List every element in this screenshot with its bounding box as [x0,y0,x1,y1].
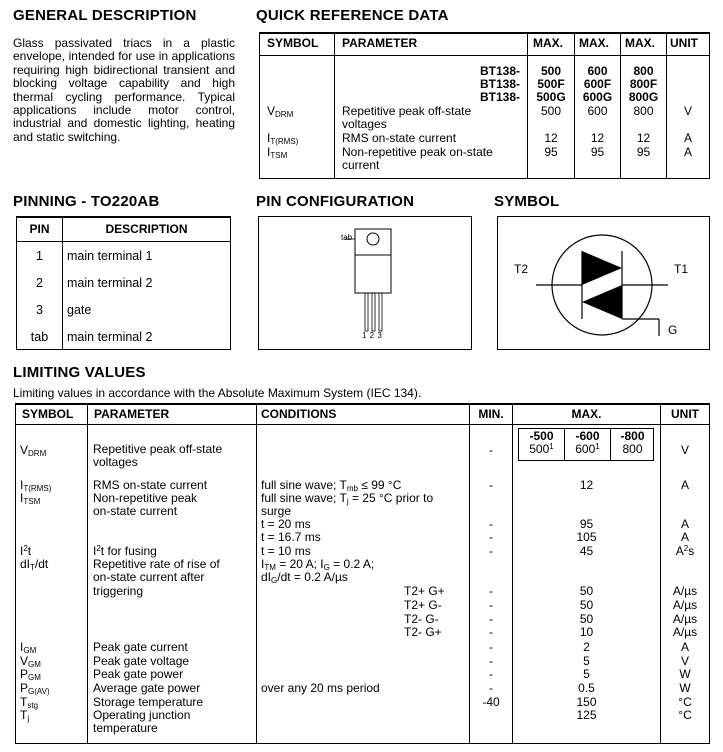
lv-unit: W [679,667,691,681]
lv-min: - [489,443,493,457]
lv-symbol: $T_j$ [20,708,30,723]
qrd-type-prefix: BT138- [479,90,520,104]
lv-header-symbol: SYMBOL [22,407,74,421]
qrd-value: 12 [544,131,558,145]
qrd-header-parameter: PARAMETER [342,36,418,50]
pin-number: 2 [36,276,43,290]
symbol-terminal-t1: T1 [674,262,689,276]
lv-param: on-state current [93,504,178,518]
lv-header-parameter: PARAMETER [94,407,170,421]
lv-min: - [489,681,493,695]
lv-unit: W [679,681,691,695]
pin-number: tab [30,330,49,344]
pin-configuration-box [258,216,472,350]
qrd-value: 95 [544,145,558,159]
qrd-param: Repetitive peak off-state [342,104,472,118]
lv-max: 50 [579,584,594,598]
qrd-symbol-vdrm: $V_{DRM}$ [267,104,294,119]
qrd-param: Non-repetitive peak on-state [342,145,493,159]
qrd-type-cell: 800 [633,64,654,78]
qrd-type-cell: 800F [629,77,658,91]
lv-min: - [489,654,493,668]
lv-max: 10 [579,625,594,639]
pin-number: 3 [36,303,43,317]
lv-param: Peak gate current [93,640,188,654]
lv-condition: over any 20 ms period [261,681,380,695]
pin-configuration-heading: PIN CONFIGURATION [256,193,415,210]
general-description-heading: GENERAL DESCRIPTION [13,7,197,24]
qrd-symbol-itrms: $I_{T(RMS)}$ [267,131,299,146]
symbol-box [497,216,710,350]
symbol-terminal-t2: T2 [514,262,529,276]
qrd-type-cell: 600F [583,77,612,91]
lv-max: 5 [583,667,590,681]
grade-bottom: $500^1$ [529,442,554,456]
qrd-value: 500 [540,104,562,118]
lv-param: Peak gate voltage [93,654,190,668]
quick-reference-heading: QUICK REFERENCE DATA [256,7,449,24]
lv-unit: A/µs [672,584,698,598]
lv-param: temperature [93,721,158,735]
lv-min: - [489,530,493,544]
qrd-param: voltages [342,117,387,131]
qrd-param: current [342,158,380,172]
lv-param: Repetitive peak off-state [93,442,223,456]
lv-min: - [489,598,493,612]
qrd-unit: A [683,145,692,159]
lv-min: - [489,612,493,626]
lv-symbol: $P_{G(AV)}$ [20,681,50,696]
lv-symbol-vdrm: $V_{DRM}$ [20,443,47,458]
lv-unit: A [680,517,689,531]
lv-header-max: MAX. [571,407,602,421]
qrd-type-cell: 500G [536,90,566,104]
symbol-heading: SYMBOL [494,193,560,210]
pin-description: gate [67,303,92,317]
lv-max: 95 [579,517,594,531]
qrd-type-cell: 500 [540,64,562,78]
lv-max: 0.5 [578,681,595,695]
lv-max: 12 [579,478,594,492]
lv-param: Non-repetitive peak [93,491,198,505]
lv-condition: full sine wave; $T_j = 25$ °C prior to [261,491,434,506]
lv-symbol-itrms: $I_{T(RMS)}$ [20,478,52,493]
lv-symbol-i2t: $I^2t$ [20,544,32,558]
lv-symbol: $T_{stg}$ [20,695,39,710]
lv-symbol-didt: $dI_T/dt$ [20,557,49,572]
pinning-header-pin: PIN [29,222,50,236]
lv-min: - [489,517,493,531]
lv-min: - [489,584,493,598]
qrd-type-cell: 500F [537,77,565,91]
qrd-value: 95 [590,145,605,159]
lv-quadrant: T2- G- [404,612,439,626]
lv-condition: t = 16.7 ms [261,530,321,544]
grade-top: -800 [620,429,645,443]
qrd-type-cell: 600 [587,64,608,78]
grade-bottom: 800 [622,442,643,456]
lv-header-min: MIN. [478,407,504,421]
lv-min: - [489,625,493,639]
lv-quadrant: T2+ G- [404,598,442,612]
lv-unit: A [680,478,689,492]
qrd-header-max-2: MAX. [579,36,609,50]
pinning-header-description: DESCRIPTION [105,222,188,236]
lv-symbol-itsm: $I_{TSM}$ [20,491,41,506]
qrd-param: RMS on-state current [342,131,457,145]
lv-condition: $dI_G/dt = 0.2$ A/µs [261,570,348,585]
lv-header-conditions: CONDITIONS [261,407,337,421]
lv-min: - [489,640,493,654]
lv-max: 45 [579,544,594,558]
lv-quadrant: T2- G+ [404,625,442,639]
lv-unit: A [680,640,689,654]
lv-min: - [489,478,493,492]
lv-unit: V [680,654,689,668]
lv-symbol: $I_{GM}$ [20,640,37,655]
qrd-type-prefix: BT138- [479,64,520,78]
limiting-values-subtitle: Limiting values in accordance with the Absolute Maximum System (IEC 134). [13,386,422,400]
pin-description: main terminal 2 [67,330,153,344]
lv-param: Repetitive rate of rise of [93,557,220,571]
general-description-text: Glass passivated triacs in a plastic envelope, intended for use in applications requiring high bidirectional transient and blocking voltage capability and high thermal cycling performance. Typical applications include motor control, industrial and domestic lighting, heating and static switching. [13,36,235,144]
lv-min: - [489,544,493,558]
lv-symbol: $P_{GM}$ [20,667,41,682]
lv-unit: A [680,530,689,544]
qrd-header-unit: UNIT [670,36,698,50]
pin-numbers-label: 1 2 3 [362,331,383,340]
qrd-header-max-1: MAX. [533,36,563,50]
lv-param: RMS on-state current [93,478,208,492]
tab-label: tab [341,233,353,242]
lv-condition: full sine wave; $T_{mb} \le 99$ °C [261,478,402,493]
qrd-value: 600 [587,104,608,118]
qrd-unit: V [683,104,692,118]
lv-param: Peak gate power [93,667,184,681]
lv-param: $I^2t$ for fusing [93,544,157,558]
lv-max: 105 [576,530,597,544]
limiting-values-heading: LIMITING VALUES [13,364,146,381]
pin-description: main terminal 1 [67,249,153,263]
qrd-type-prefix: BT138- [479,77,520,91]
lv-min: - [489,667,493,681]
lv-max: 5 [583,654,590,668]
lv-header-unit: UNIT [671,407,699,421]
lv-unit: $A^2s$ [675,544,695,558]
lv-max: 125 [576,708,597,722]
lv-symbol: $V_{GM}$ [20,654,41,669]
qrd-type-cell: 600G [582,90,613,104]
lv-unit: A/µs [672,598,698,612]
lv-quadrant: T2+ G+ [404,584,445,598]
qrd-value: 12 [636,131,651,145]
lv-max: 2 [583,640,590,654]
qrd-type-cell: 800G [628,90,659,104]
lv-param: Operating junction [93,708,191,722]
pinning-heading: PINNING - TO220AB [13,193,160,210]
lv-param: on-state current after [93,570,205,584]
lv-unit: V [680,443,689,457]
qrd-header-symbol: SYMBOL [267,36,319,50]
lv-param: Storage temperature [93,695,204,709]
grade-top: -500 [529,429,554,443]
qrd-unit: A [683,131,692,145]
lv-unit: °C [678,695,692,709]
lv-max: 150 [576,695,597,709]
grade-top: -600 [575,429,600,443]
qrd-header-max-3: MAX. [625,36,655,50]
symbol-terminal-g: G [668,323,678,337]
lv-max: 50 [579,598,594,612]
lv-condition: surge [261,504,292,518]
lv-unit: A/µs [672,625,698,639]
qrd-value: 95 [636,145,651,159]
qrd-value: 12 [590,131,605,145]
lv-condition: t = 10 ms [261,544,311,558]
to220-package-drawing [259,217,471,349]
lv-param: triggering [93,584,144,598]
qrd-value: 800 [633,104,654,118]
lv-param: Average gate power [93,681,201,695]
qrd-symbol-itsm: $I_{TSM}$ [267,145,288,160]
pin-number: 1 [36,249,43,263]
pin-description: main terminal 2 [67,276,153,290]
lv-max: 50 [579,612,594,626]
lv-param: voltages [93,455,138,469]
lv-condition: t = 20 ms [261,517,311,531]
grade-bottom: $600^1$ [575,442,600,456]
lv-unit: A/µs [672,612,698,626]
lv-min: -40 [482,695,500,709]
lv-condition: $I_{TM} = 20$ A; $I_G = 0.2$ A; [261,557,375,572]
lv-unit: °C [678,708,692,722]
triac-symbol-icon [498,217,709,349]
